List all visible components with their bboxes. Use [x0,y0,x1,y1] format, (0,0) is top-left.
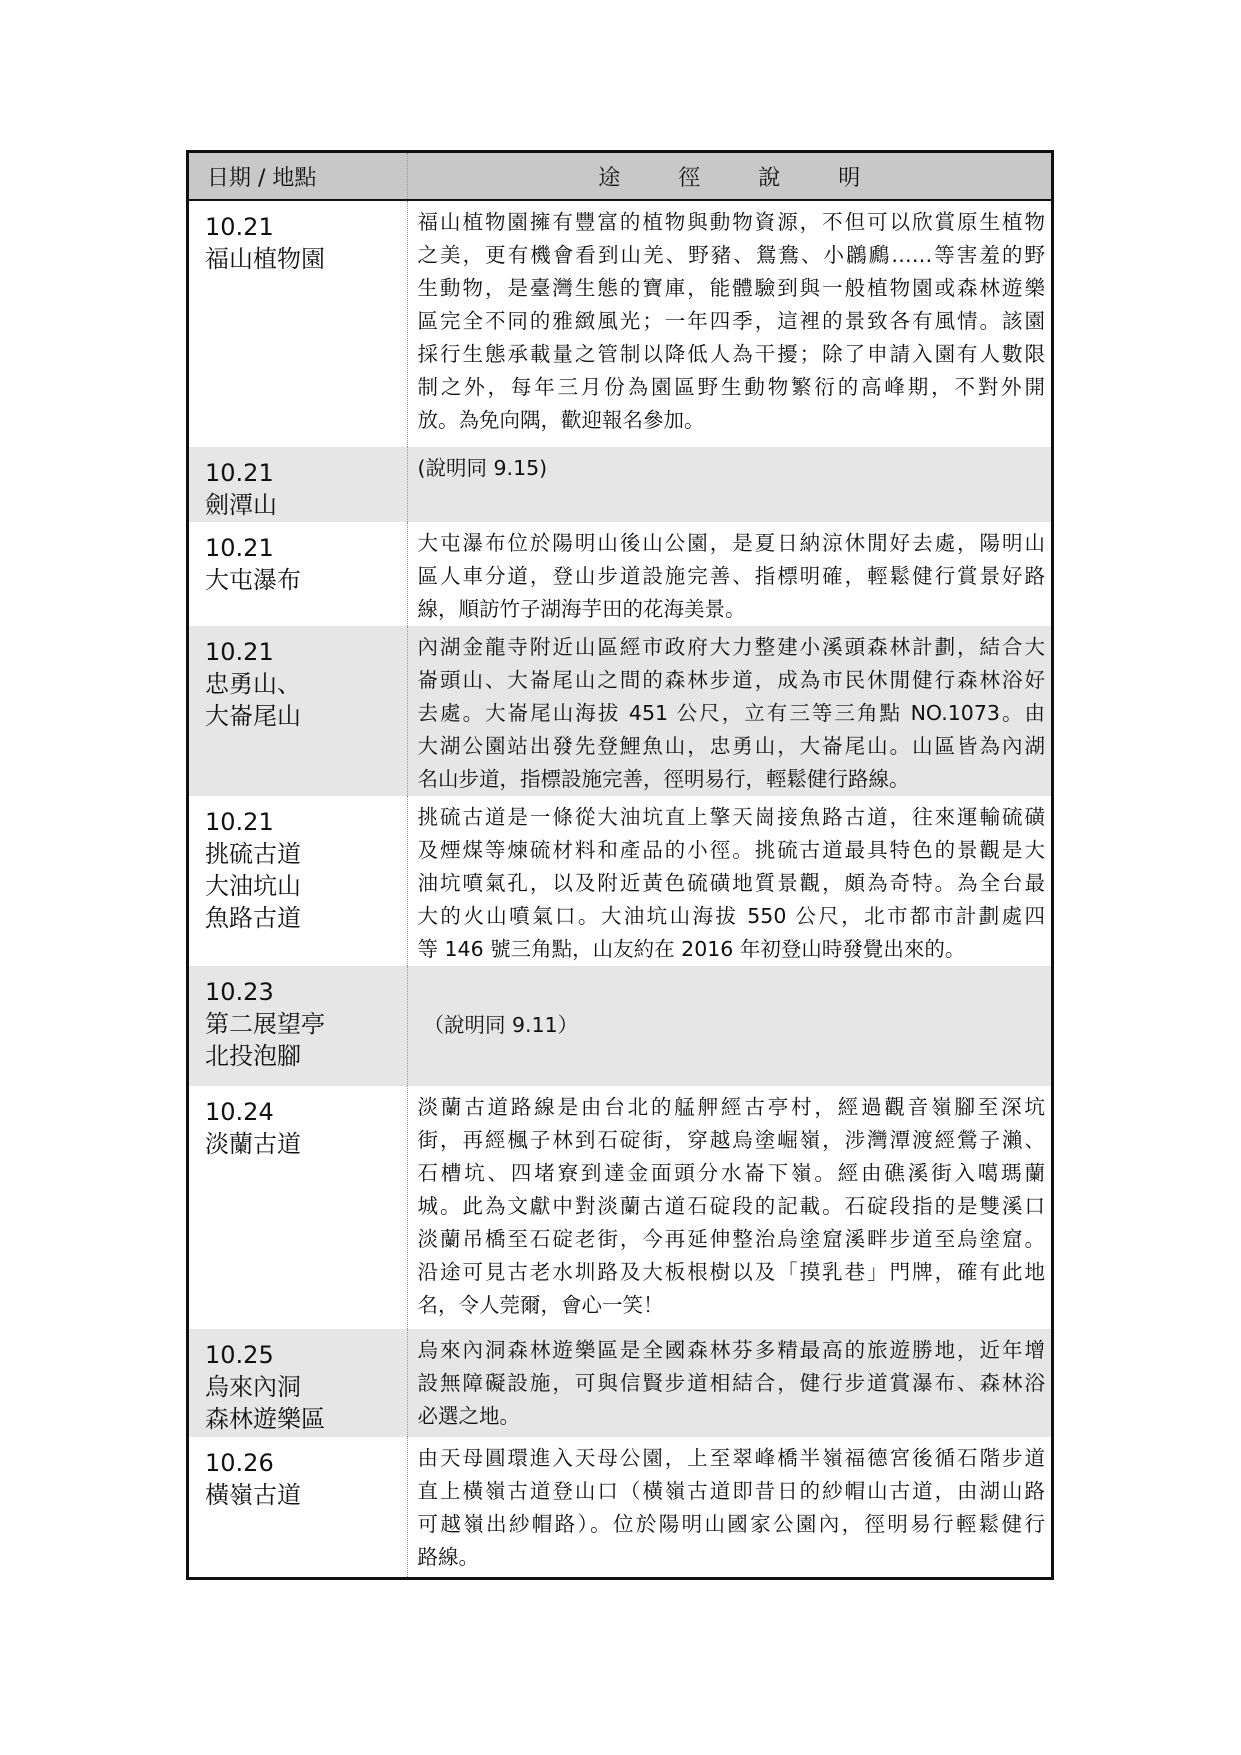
table-row [189,796,1051,966]
description-line: 放。為免向隅，歡迎報名參加。 [417,408,705,432]
date-place-cell [189,626,407,796]
table-row [189,966,1051,1086]
trip-place: 第二展望亭 [205,1010,325,1038]
description-line: 油坑噴氣孔，以及附近黃色硫磺地質景觀，頗為奇特。為全台最 [417,871,1045,895]
trip-place: 魚路古道 [205,904,301,932]
route-description-cell [407,200,1051,447]
description-line: 必選之地。 [417,1404,520,1428]
date-place-cell [189,447,407,522]
description-line: 淡蘭古道路線是由台北的艋舺經古亭村，經過觀音嶺腳至深坑 [417,1095,1045,1119]
description-line: 福山植物園擁有豐富的植物與動物資源，不但可以欣賞原生植物 [417,210,1045,234]
description-line: 制之外，每年三月份為園區野生動物繁衍的高峰期，不對外開 [417,375,1045,399]
date-place-cell [189,1437,407,1577]
trip-date: 10.21 [205,213,274,241]
trip-date: 10.26 [205,1449,274,1477]
trip-date: 10.23 [205,978,274,1006]
description-line: 崙頭山、大崙尾山之間的森林步道，成為市民休閒健行森林浴好 [417,668,1045,692]
trip-place: 福山植物園 [205,245,325,273]
description-line: 等 146 號三角點，山友約在 2016 年初登山時發覺出來的。 [417,937,966,961]
description-line: 淡蘭吊橋至石碇老街，今再延伸整治烏塗窟溪畔步道至烏塗窟。 [417,1227,1045,1251]
table-row [189,626,1051,796]
date-place-cell [189,1329,407,1437]
date-place-cell [189,796,407,966]
table-header-row [189,153,1051,200]
description-line: 石槽坑、四堵寮到達金面頭分水崙下嶺。經由礁溪街入噶瑪蘭 [417,1161,1045,1185]
description-line: 大湖公園站出發先登鯉魚山，忠勇山，大崙尾山。山區皆為內湖 [417,734,1045,758]
header-route-char: 說 [758,165,781,191]
table-row [189,1437,1051,1577]
route-description-cell [407,1086,1051,1329]
header-route-char: 徑 [678,165,701,191]
description-line: 由天母圓環進入天母公園，上至翠峰橋半嶺福德宮後循石階步道 [417,1446,1045,1470]
description-line: 去處。大崙尾山海拔 451 公尺，立有三等三角點 NO.1073。由 [417,701,1045,725]
trip-place: 大油坑山 [205,872,301,900]
description-line: 街，再經楓子林到石碇街，穿越烏塗崛嶺，涉灣潭渡經鶯子瀨、 [417,1128,1045,1152]
header-date-place: 日期 / 地點 [189,153,407,200]
trip-place: 劍潭山 [205,491,277,519]
description-line: (說明同 9.15) [417,456,548,480]
itinerary-table [186,150,1054,1580]
route-description-cell [407,1329,1051,1437]
description-line: 可越嶺出紗帽路）。位於陽明山國家公園內，徑明易行輕鬆健行 [417,1512,1045,1536]
description-line: 路線。 [417,1545,479,1569]
trip-place: 北投泡腳 [205,1042,301,1070]
date-place-cell [189,200,407,447]
header-route-char: 途 [598,165,621,191]
itinerary-grid [189,153,1051,1577]
trip-date: 10.21 [205,459,274,487]
description-line: 城。此為文獻中對淡蘭古道石碇段的記載。石碇段指的是雙溪口 [417,1194,1045,1218]
description-line: 大的火山噴氣口。大油坑山海拔 550 公尺，北市都市計劃處四 [417,904,1045,928]
description-line: （說明同 9.11） [423,1013,579,1037]
date-place-cell [189,1086,407,1329]
trip-place: 森林遊樂區 [205,1405,325,1433]
trip-date: 10.24 [205,1098,274,1126]
table-row [189,1329,1051,1437]
table-row [189,447,1051,522]
trip-date: 10.21 [205,534,274,562]
header-route-char: 明 [838,165,861,191]
description-line: 生動物，是臺灣生態的寶庫，能體驗到與一般植物園或森林遊樂 [417,276,1045,300]
trip-place: 橫嶺古道 [205,1481,301,1509]
route-description-cell [407,522,1051,626]
table-row [189,1086,1051,1329]
description-line: 內湖金龍寺附近山區經市政府大力整建小溪頭森林計劃，結合大 [417,635,1045,659]
description-line: 挑硫古道是一條從大油坑直上擎天崗接魚路古道，往來運輸硫磺 [417,805,1045,829]
table-row [189,522,1051,626]
date-place-cell [189,522,407,626]
route-description-cell [407,966,1051,1086]
trip-place: 烏來內洞 [205,1373,301,1401]
trip-place: 淡蘭古道 [205,1130,301,1158]
description-line: 直上橫嶺古道登山口（橫嶺古道即昔日的紗帽山古道，由湖山路 [417,1479,1045,1503]
date-place-cell [189,966,407,1086]
trip-place: 大崙尾山 [205,702,301,730]
trip-date: 10.21 [205,638,274,666]
route-description-cell [407,1437,1051,1577]
description-line: 區人車分道，登山步道設施完善、指標明確，輕鬆健行賞景好路 [417,564,1045,588]
route-description-cell [407,796,1051,966]
description-line: 採行生態承載量之管制以降低人為干擾；除了申請入園有人數限 [417,342,1045,366]
trip-place: 挑硫古道 [205,840,301,868]
description-line: 區完全不同的雅緻風光；一年四季，這裡的景致各有風情。該園 [417,309,1045,333]
trip-date: 10.21 [205,808,274,836]
route-description-cell [407,447,1051,522]
header-route-description [407,153,1051,200]
description-line: 烏來內洞森林遊樂區是全國森林芬多精最高的旅遊勝地，近年增 [417,1338,1045,1362]
trip-place: 忠勇山、 [205,670,301,698]
description-line: 名山步道，指標設施完善，徑明易行，輕鬆健行路線。 [417,767,910,791]
description-line: 線，順訪竹子湖海芋田的花海美景。 [417,597,746,621]
description-line: 大屯瀑布位於陽明山後山公園，是夏日納涼休閒好去處，陽明山 [417,531,1045,555]
description-line: 沿途可見古老水圳路及大板根樹以及「摸乳巷」門牌，確有此地 [417,1260,1045,1284]
table-row [189,200,1051,447]
table-body [189,200,1051,1577]
trip-date: 10.25 [205,1341,274,1369]
route-description-cell [407,626,1051,796]
description-line: 及煙煤等煉硫材料和產品的小徑。挑硫古道最具特色的景觀是大 [417,838,1045,862]
trip-place: 大屯瀑布 [205,566,301,594]
description-line: 設無障礙設施，可與信賢步道相結合，健行步道賞瀑布、森林浴 [417,1371,1045,1395]
description-line: 之美，更有機會看到山羌、野豬、鴛鴦、小鸊鷉……等害羞的野 [417,243,1045,267]
description-line: 名，令人莞爾，會心一笑！ [417,1293,664,1317]
